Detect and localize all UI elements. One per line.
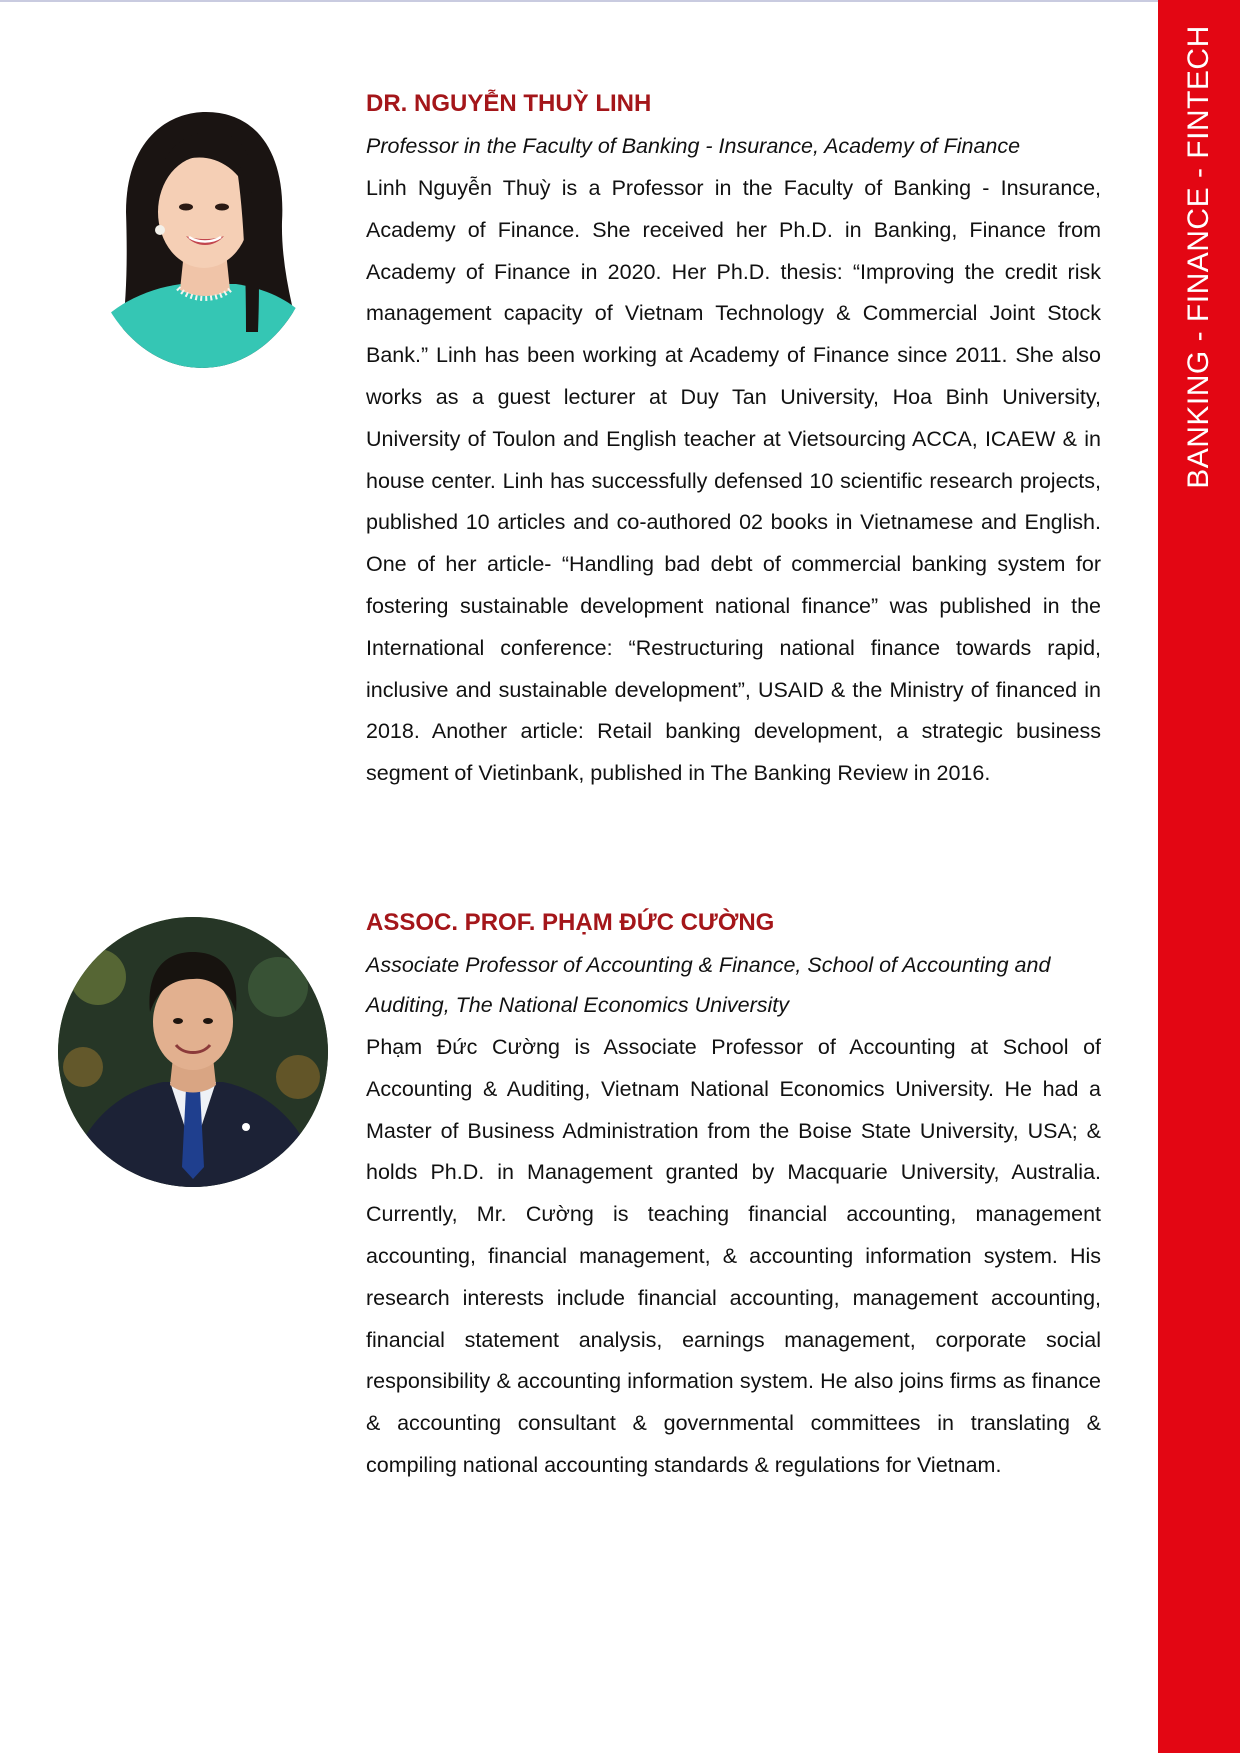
- profile-photo: [86, 102, 318, 368]
- profile-title: Professor in the Faculty of Banking - Insurance, Academy of Finance: [366, 134, 1021, 158]
- profile-name: ASSOC. PROF. PHẠM ĐỨC CƯỜNG: [366, 909, 775, 936]
- portrait-man-icon: [58, 917, 328, 1187]
- profile-title: Associate Professor of Accounting & Finance, School of Accounting and Auditing, The National Economics University: [366, 953, 1051, 1017]
- profile-content: [366, 907, 1101, 1487]
- profile-photo: [58, 917, 328, 1187]
- profile-bio: Phạm Đức Cường is Associate Professor of Accounting at School of Accounting & Auditing, Vietnam National Economics University. He had a Master of Business Administration from the Boise State University, USA; & holds Ph.D. in Management granted by Macquarie University, Australia. Currently, Mr. Cường is teaching financial accounting, management accounting, financial management, & accounting information system. His research interests include financial accounting, management accounting, financial statement analysis, earnings management, corporate social responsibility & accounting information system. He also joins firms as finance & accounting consultant & governmental committees in translating & compiling national accounting standards & regulations for Vietnam.: [366, 1035, 1101, 1477]
- profile-name: DR. NGUYỄN THUỲ LINH: [366, 90, 652, 117]
- profile-bio: Linh Nguyễn Thuỳ is a Professor in the Faculty of Banking - Insurance, Academy of Finance. She received her Ph.D. in Banking, Finance from Academy of Finance in 2020. Her Ph.D. thesis: “Improving the credit risk management capacity of Vietnam Technology & Commercial Joint Stock Bank.” Linh has been working at Academy of Finance since 2011. She also works as a guest lecturer at Duy Tan University, Hoa Binh University, University of Toulon and English teacher at Vietsourcing ACCA, ICAEW & in house center. Linh has successfully defensed 10 scientific research projects, published 10 articles and co-authored 02 books in Vietnamese and English. One of her article- “Handling bad debt of commercial banking system for fostering sustainable development national finance” was published in the International conference: “Restructuring national finance towards rapid, inclusive and sustainable development”, USAID & the Ministry of financed in 2018. Another article: Retail banking development, a strategic business segment of Vietinbank, published in The Banking Review in 2016.: [366, 176, 1101, 786]
- side-band-label: BANKING - FINANCE - FINTECH: [1182, 25, 1215, 489]
- portrait-woman-icon: [86, 102, 318, 368]
- top-divider: [0, 0, 1158, 2]
- profile-content: [366, 88, 1101, 795]
